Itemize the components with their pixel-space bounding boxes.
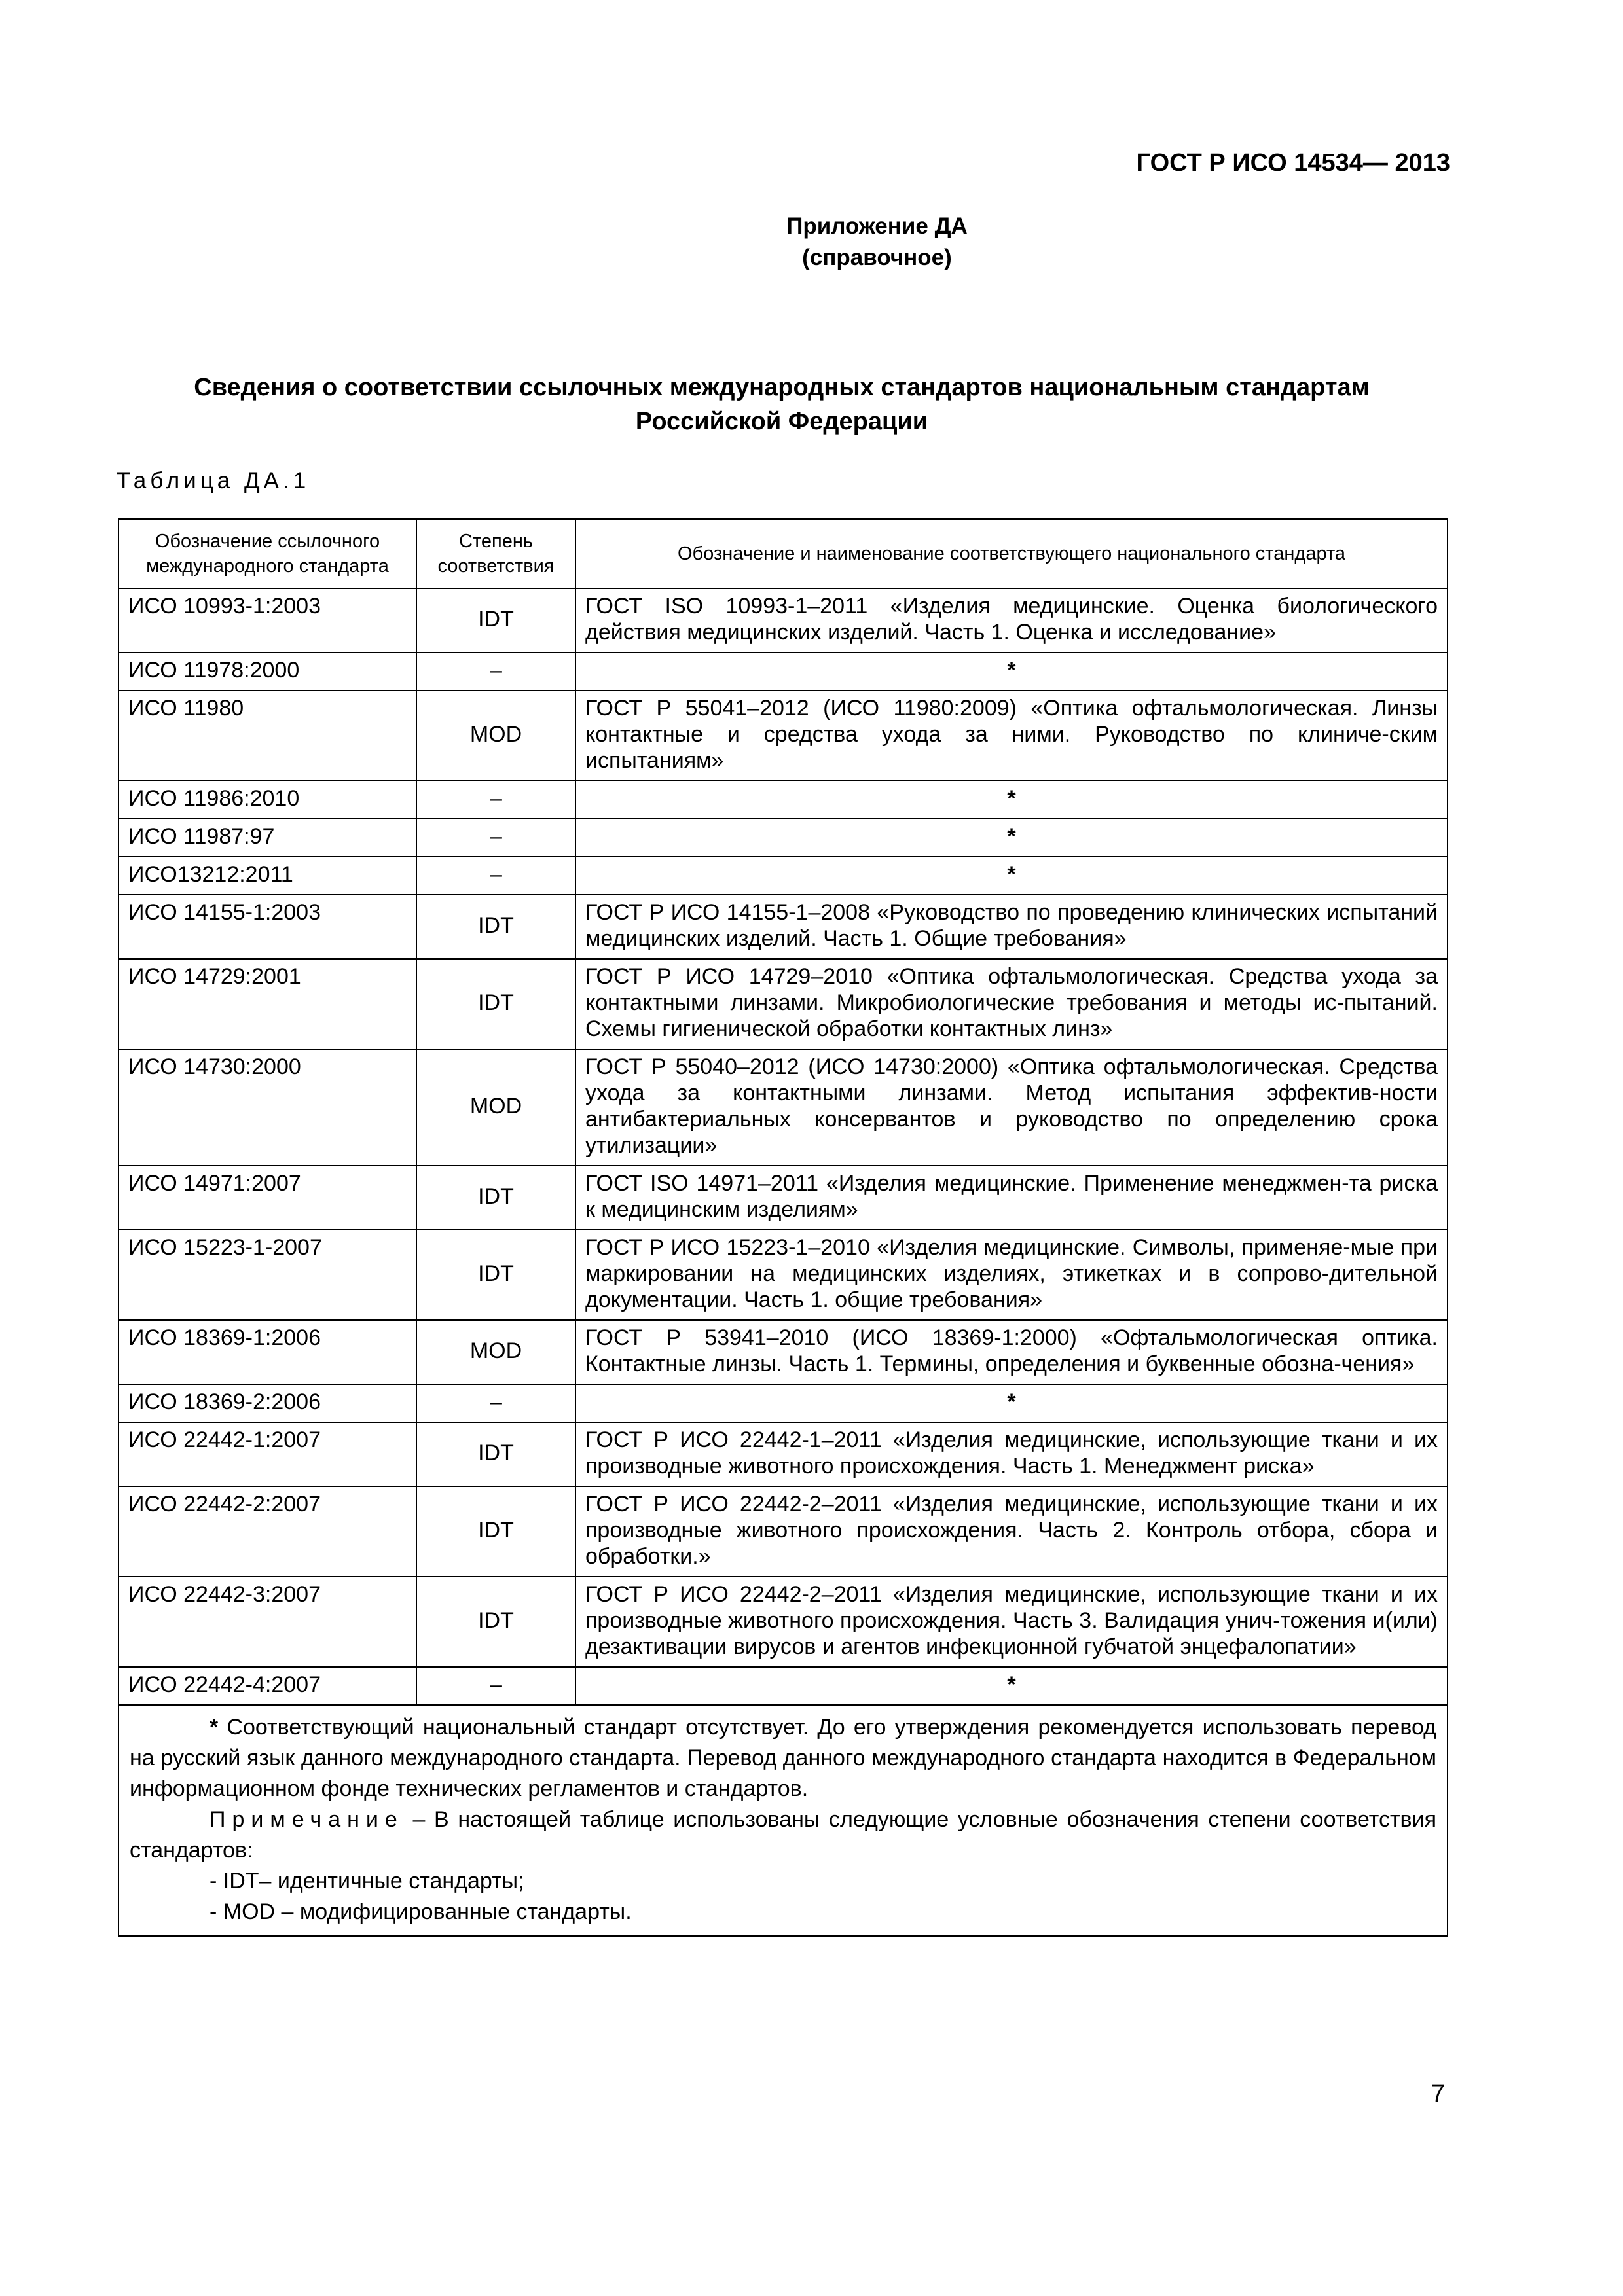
degree-cell: IDT — [416, 588, 575, 653]
correspondence-table — [118, 518, 1448, 1937]
intl-standard-cell: ИСО 11978:2000 — [119, 653, 416, 691]
intl-standard-cell: ИСО 22442-2:2007 — [119, 1486, 416, 1577]
table-row — [119, 959, 1448, 1049]
intl-standard-cell: ИСО 11987:97 — [119, 819, 416, 857]
table-notes — [119, 1705, 1448, 1936]
national-standard-cell: ГОСТ Р 53941–2010 (ИСО 18369-1:2000) «Офтальмологическая оптика. Контактные линзы. Часть 1. Термины, определения и буквенные обозна-чения» — [575, 1320, 1448, 1384]
table-body — [119, 588, 1448, 1705]
degree-cell: – — [416, 1384, 575, 1422]
table-header-row — [119, 519, 1448, 588]
footnote-text: Соответствующий национальный стандарт отсутствует. До его утверждения рекомендуется использовать перевод на русский язык данного международного стандарта. Перевод данного международного стандарта находится в Федеральном информационном фонде технических регламентов и стандартов. — [130, 1715, 1436, 1801]
standard-code: ГОСТ Р ИСО 14534— 2013 — [1136, 149, 1450, 177]
table-label: Таблица ДА.1 — [117, 468, 310, 493]
intl-standard-cell: ИСО 22442-1:2007 — [119, 1422, 416, 1486]
page-number: 7 — [1431, 2080, 1445, 2108]
table-row — [119, 1422, 1448, 1486]
national-standard-cell: ГОСТ Р ИСО 22442-2–2011 «Изделия медицинские, использующие ткани и их производные животного происхождения. Часть 3. Валидация унич-тожения и(или) дезактивации вирусов и агентов инфекционной губчатой энцефалопатии» — [575, 1577, 1448, 1667]
table-row — [119, 857, 1448, 895]
table-row — [119, 1166, 1448, 1230]
degree-cell: – — [416, 819, 575, 857]
document-title — [118, 370, 1446, 439]
degree-cell: – — [416, 1667, 575, 1705]
table-row — [119, 1320, 1448, 1384]
intl-standard-cell: ИСО 11980 — [119, 691, 416, 781]
national-standard-cell: ГОСТ Р ИСО 22442-1–2011 «Изделия медицинские, использующие ткани и их производные животного происхождения. Часть 1. Менеджмент риска» — [575, 1422, 1448, 1486]
national-standard-cell: ГОСТ Р ИСО 14729–2010 «Оптика офтальмологическая. Средства ухода за контактными линзами. Микробиологические требования и методы ис-пытаний. Схемы гигиенической обработки контактных линз» — [575, 959, 1448, 1049]
national-standard-cell: ГОСТ ISO 10993-1–2011 «Изделия медицинские. Оценка биологического действия медицинских изделий. Часть 1. Оценка и исследование» — [575, 588, 1448, 653]
note-item-idt: - IDT– идентичные стандарты; — [210, 1869, 524, 1893]
degree-cell: MOD — [416, 1049, 575, 1166]
intl-standard-cell: ИСО 11986:2010 — [119, 781, 416, 819]
header-intl-standard: Обозначение ссылочного международного стандарта — [119, 519, 416, 588]
intl-standard-cell: ИСО 18369-2:2006 — [119, 1384, 416, 1422]
table-row — [119, 691, 1448, 781]
document-title-line2: Российской Федерации — [635, 408, 928, 435]
national-standard-cell: ГОСТ Р 55040–2012 (ИСО 14730:2000) «Оптика офтальмологическая. Средства ухода за контактными линзами. Метод испытания эффектив-ности антибактериальных консервантов и руководство по определению срока утилизации» — [575, 1049, 1448, 1166]
degree-cell: IDT — [416, 895, 575, 959]
degree-cell: – — [416, 781, 575, 819]
header-national-standard: Обозначение и наименование соответствующего национального стандарта — [575, 519, 1448, 588]
note-text: – В настоящей таблице использованы следующие условные обозначения степени соответствия стандартов: — [130, 1807, 1436, 1863]
national-standard-cell: ГОСТ Р ИСО 15223-1–2010 «Изделия медицинские. Символы, применяе-мые при маркировании на медицинских изделиях, этикетках и в сопрово-дительной документации. Часть 1. общие требования» — [575, 1230, 1448, 1320]
table-row — [119, 1384, 1448, 1422]
degree-cell: MOD — [416, 1320, 575, 1384]
degree-cell: IDT — [416, 1486, 575, 1577]
degree-cell: IDT — [416, 959, 575, 1049]
national-standard-cell: * — [575, 819, 1448, 857]
degree-cell: IDT — [416, 1166, 575, 1230]
note — [130, 1804, 1436, 1866]
intl-standard-cell: ИСО 14730:2000 — [119, 1049, 416, 1166]
national-standard-cell: ГОСТ ISO 14971–2011 «Изделия медицинские. Применение менеджмен-та риска к медицинским изделиям» — [575, 1166, 1448, 1230]
national-standard-cell: * — [575, 1667, 1448, 1705]
table-row — [119, 895, 1448, 959]
national-standard-cell: ГОСТ Р ИСО 14155-1–2008 «Руководство по проведению клинических испытаний медицинских изделий. Часть 1. Общие требования» — [575, 895, 1448, 959]
table-notes-row — [119, 1705, 1448, 1936]
table-row — [119, 1577, 1448, 1667]
degree-cell: – — [416, 857, 575, 895]
intl-standard-cell: ИСО 22442-3:2007 — [119, 1577, 416, 1667]
table-row — [119, 819, 1448, 857]
table-row — [119, 1049, 1448, 1166]
intl-standard-cell: ИСО 14729:2001 — [119, 959, 416, 1049]
footnote-star: * — [210, 1715, 219, 1740]
degree-cell: IDT — [416, 1230, 575, 1320]
note-item-mod: - MOD – модифицированные стандарты. — [210, 1899, 632, 1924]
intl-standard-cell: ИСО 14155-1:2003 — [119, 895, 416, 959]
footnote — [130, 1712, 1436, 1804]
appendix-heading — [0, 211, 1623, 274]
national-standard-cell: ГОСТ Р ИСО 22442-2–2011 «Изделия медицинские, использующие ткани и их производные животного происхождения. Часть 2. Контроль отбора, сбора и обработки.» — [575, 1486, 1448, 1577]
national-standard-cell: * — [575, 857, 1448, 895]
intl-standard-cell: ИСО 14971:2007 — [119, 1166, 416, 1230]
table-row — [119, 1667, 1448, 1705]
note-label: Примечание — [210, 1807, 404, 1832]
document-title-line1: Сведения о соответствии ссылочных международных стандартов национальным стандартам — [194, 374, 1370, 401]
national-standard-cell: * — [575, 1384, 1448, 1422]
intl-standard-cell: ИСО 10993-1:2003 — [119, 588, 416, 653]
degree-cell: – — [416, 653, 575, 691]
appendix-title: Приложение ДА — [786, 213, 968, 239]
national-standard-cell: ГОСТ Р 55041–2012 (ИСО 11980:2009) «Оптика офтальмологическая. Линзы контактные и средства ухода за ними. Руководство по клиниче-ским испытаниям» — [575, 691, 1448, 781]
intl-standard-cell: ИСО 22442-4:2007 — [119, 1667, 416, 1705]
national-standard-cell: * — [575, 653, 1448, 691]
table-row — [119, 588, 1448, 653]
appendix-subtitle: (справочное) — [802, 245, 952, 270]
degree-cell: MOD — [416, 691, 575, 781]
degree-cell: IDT — [416, 1577, 575, 1667]
intl-standard-cell: ИСО 15223-1-2007 — [119, 1230, 416, 1320]
header-degree: Степень соответствия — [416, 519, 575, 588]
intl-standard-cell: ИСО13212:2011 — [119, 857, 416, 895]
table-row — [119, 1486, 1448, 1577]
table-row — [119, 653, 1448, 691]
intl-standard-cell: ИСО 18369-1:2006 — [119, 1320, 416, 1384]
national-standard-cell: * — [575, 781, 1448, 819]
table-row — [119, 781, 1448, 819]
table-row — [119, 1230, 1448, 1320]
degree-cell: IDT — [416, 1422, 575, 1486]
